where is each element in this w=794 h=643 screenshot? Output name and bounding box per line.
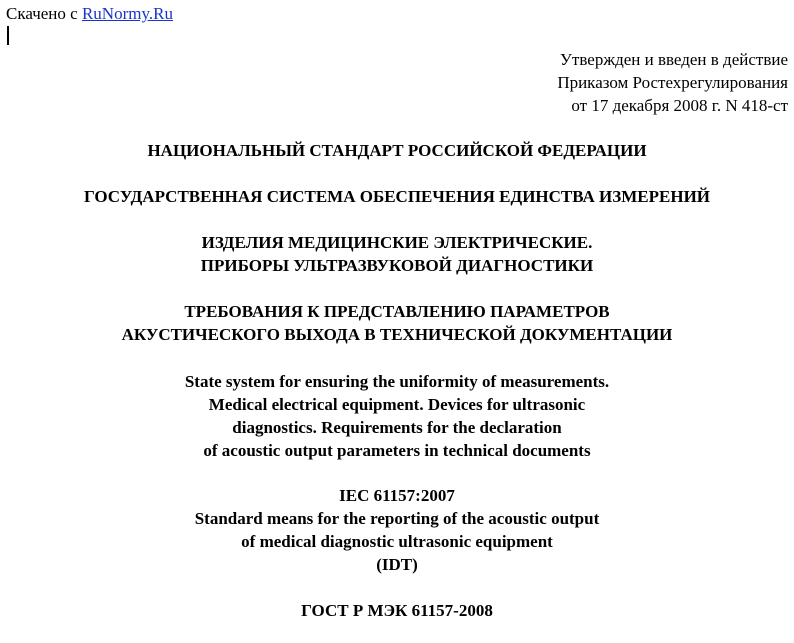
- gost-number: [0, 599, 794, 622]
- title-ru-line: ТРЕБОВАНИЯ К ПРЕДСТАВЛЕНИЮ ПАРАМЕТРОВ: [184, 302, 610, 321]
- title-ru-requirements: [0, 300, 794, 346]
- source-prefix: Скачено с: [6, 4, 78, 23]
- iec-line: (IDT): [376, 555, 418, 574]
- approval-line: от 17 декабря 2008 г. N 418-ст: [571, 96, 788, 115]
- title-ru-line: ИЗДЕЛИЯ МЕДИЦИНСКИЕ ЭЛЕКТРИЧЕСКИЕ.: [201, 233, 593, 252]
- title-en-line: State system for ensuring the uniformity of measurements.: [184, 372, 610, 391]
- iec-reference: [0, 484, 794, 576]
- title-ru-line: ПРИБОРЫ УЛЬТРАЗВУКОВОЙ ДИАГНОСТИКИ: [200, 256, 594, 275]
- heading-national-text: НАЦИОНАЛЬНЫЙ СТАНДАРТ РОССИЙСКОЙ ФЕДЕРАЦИИ: [147, 141, 647, 160]
- runormy-link[interactable]: RuNormy.Ru: [81, 4, 173, 23]
- heading-measurement-system: [0, 185, 794, 208]
- approval-block: [557, 48, 788, 117]
- title-ru-line: АКУСТИЧЕСКОГО ВЫХОДА В ТЕХНИЧЕСКОЙ ДОКУМЕНТАЦИИ: [121, 325, 673, 344]
- text-cursor: [7, 26, 9, 45]
- heading-national-standard: [0, 139, 794, 162]
- heading-system-text: ГОСУДАРСТВЕННАЯ СИСТЕМА ОБЕСПЕЧЕНИЯ ЕДИНСТВА ИЗМЕРЕНИЙ: [83, 187, 711, 206]
- title-en: [0, 370, 794, 462]
- source-line: [6, 4, 173, 24]
- title-en-line: diagnostics. Requirements for the declaration: [232, 418, 562, 437]
- iec-line: of medical diagnostic ultrasonic equipment: [241, 532, 553, 551]
- approval-line: Утвержден и введен в действие: [559, 50, 788, 69]
- approval-line: Приказом Ростехрегулирования: [557, 73, 788, 92]
- title-en-line: Medical electrical equipment. Devices for ultrasonic: [208, 395, 586, 414]
- title-en-line: of acoustic output parameters in technical documents: [203, 441, 591, 460]
- title-ru-products: [0, 231, 794, 277]
- iec-line: Standard means for the reporting of the acoustic output: [194, 509, 600, 528]
- gost-number-text: ГОСТ Р МЭК 61157-2008: [301, 601, 493, 620]
- iec-line: IEC 61157:2007: [339, 486, 455, 505]
